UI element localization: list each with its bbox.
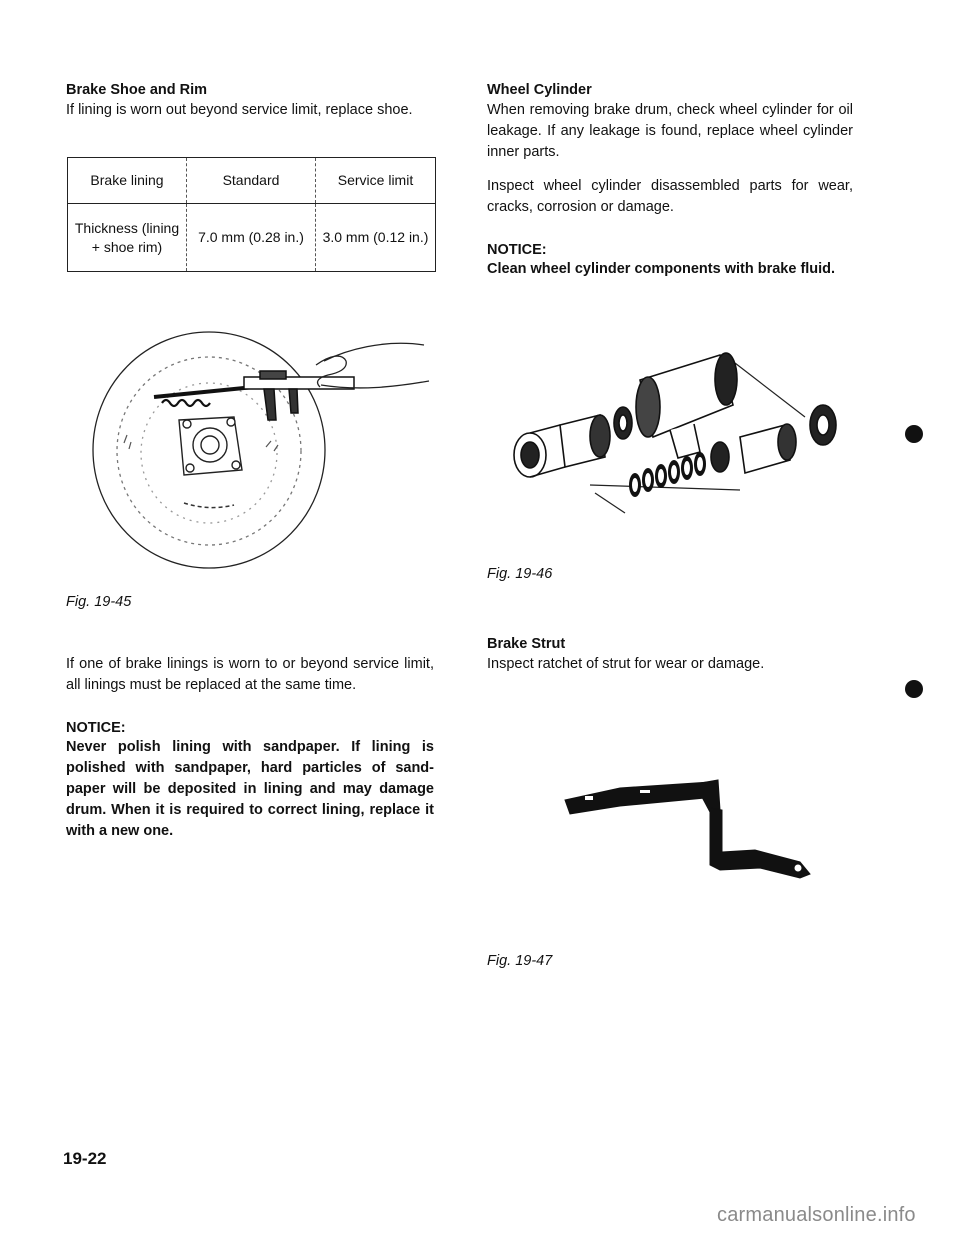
linings-replacement-paragraph: If one of brake linings is worn to or beyond service limit, all linings must be replaced at the same time. xyxy=(66,656,434,693)
notice-sandpaper-text: Never polish lining with sandpaper. If lining is polished with sandpaper, hard particles of sand-paper will be deposited in lining and may damage drum. When it is required to correct lining, replace it with a new one. xyxy=(66,739,434,839)
brake-lining-spec-table xyxy=(67,157,436,272)
watermark-text: carmanualsonline.info xyxy=(717,1204,916,1226)
figure-caption-19-45: Fig. 19-45 xyxy=(66,594,132,610)
table-row xyxy=(68,204,436,272)
figure-caption-19-46: Fig. 19-46 xyxy=(487,566,553,582)
inspect-cylinder-paragraph: Inspect wheel cylinder disassembled parts for wear, cracks, corrosion or damage. xyxy=(487,178,853,215)
table-header-cell: Brake lining xyxy=(68,158,187,204)
notice-brake-fluid-text: Clean wheel cylinder components with brake fluid. xyxy=(487,261,836,277)
wheel-cylinder-paragraph: When removing brake drum, check wheel cylinder for oil leakage. If any leakage is found, replace wheel cylinder inner parts. xyxy=(487,102,853,160)
brake-shoe-paragraph: If lining is worn out beyond service limit, replace shoe. xyxy=(66,102,413,118)
section-heading-brake-shoe: Brake Shoe and Rim xyxy=(66,82,208,98)
wheel-cylinder-exploded-illustration xyxy=(505,345,855,525)
notice-label-right: NOTICE: xyxy=(487,242,547,258)
notice-label-left: NOTICE: xyxy=(66,720,126,736)
page-number: 19-22 xyxy=(63,1149,107,1168)
brake-strut-illustration xyxy=(560,770,820,880)
figure-caption-19-47: Fig. 19-47 xyxy=(487,953,553,969)
table-header-cell: Standard xyxy=(187,158,316,204)
margin-bullet xyxy=(905,425,923,443)
brake-strut-paragraph: Inspect ratchet of strut for wear or damage. xyxy=(487,656,765,672)
margin-bullet xyxy=(905,680,923,698)
table-cell: Thickness (lining + shoe rim) xyxy=(68,204,187,272)
brake-drum-caliper-illustration xyxy=(84,325,434,575)
table-cell: 7.0 mm (0.28 in.) xyxy=(187,204,316,272)
section-heading-wheel-cylinder: Wheel Cylinder xyxy=(487,82,592,98)
table-header-cell: Service limit xyxy=(316,158,436,204)
table-cell: 3.0 mm (0.12 in.) xyxy=(316,204,436,272)
section-heading-brake-strut: Brake Strut xyxy=(487,636,566,652)
table-header-row xyxy=(68,158,436,204)
